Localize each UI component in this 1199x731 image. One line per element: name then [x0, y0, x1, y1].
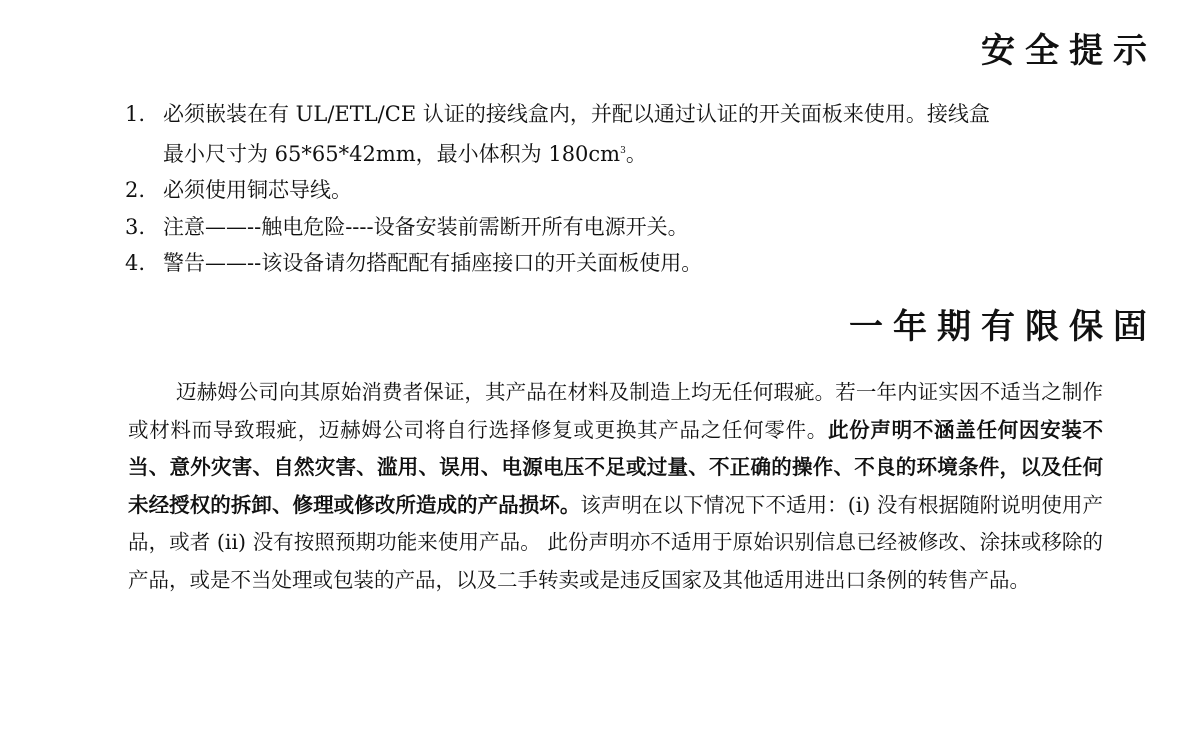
item-text-line-1: 必须嵌装在有 UL/ETL/CE 认证的接线盒内，并配以通过认证的开关面板来使用。接线盒 [163, 102, 990, 126]
warranty-intro: 迈赫姆公司向其原始消费者保证，其产品在材料及制造上均无任何瑕疵。若一年内证实因不适当之制作或材料而导致瑕疵，迈赫姆公司将自行选择修复或更换其产品之任何零件。 [128, 380, 1103, 442]
line-end-punctuation: 。 [625, 141, 647, 166]
cubic-superscript: 3 [620, 145, 626, 156]
safety-tips-list [125, 96, 1115, 282]
item-text: 警告——--该设备请勿搭配配有插座接口的开关面板使用。 [163, 251, 703, 275]
item-number: 2. [125, 178, 146, 202]
safety-tips-heading: 安全提示 [981, 31, 1157, 71]
box-size-text: 最小尺寸为 65*65*42mm，最小体积为 180cm [163, 141, 621, 166]
item-text-line-2 [163, 133, 990, 173]
item-text: 注意——--触电危险----设备安装前需断开所有电源开关。 [163, 214, 689, 239]
warranty-paragraph [128, 374, 1103, 599]
warranty-exclusions: 此份声明不涵盖任何因安装不当、意外灾害、自然灾害、滥用、误用、电源电压不足或过量、不正确的操作、不良的环境条件，以及任何未经授权的拆卸、修理或修改所造成的产品损坏。 [128, 417, 1104, 517]
safety-item-2 [125, 172, 1115, 209]
warranty-heading: 一年期有限保固 [849, 307, 1157, 347]
warranty-not-applicable: 该声明在以下情况下不适用：(i) 没有根据随附说明使用产品，或者 (ii) 没有按照预期功能来使用产品。 此份声明亦不适用于原始识别信息已经被修改、涂抹或移除的产品，或是不当处理或包装的产品，以及二手转卖或是违反国家及其他适用进出口条例的转售产品。 [128, 492, 1103, 592]
item-text: 必须使用铜芯导线。 [163, 178, 352, 202]
item-number: 3. [125, 214, 146, 239]
safety-item-3 [125, 209, 1115, 246]
safety-item-4 [125, 245, 1115, 282]
safety-item-1 [125, 96, 1115, 172]
item-text [163, 96, 990, 172]
item-number: 1. [125, 102, 146, 126]
item-number: 4. [125, 251, 146, 275]
